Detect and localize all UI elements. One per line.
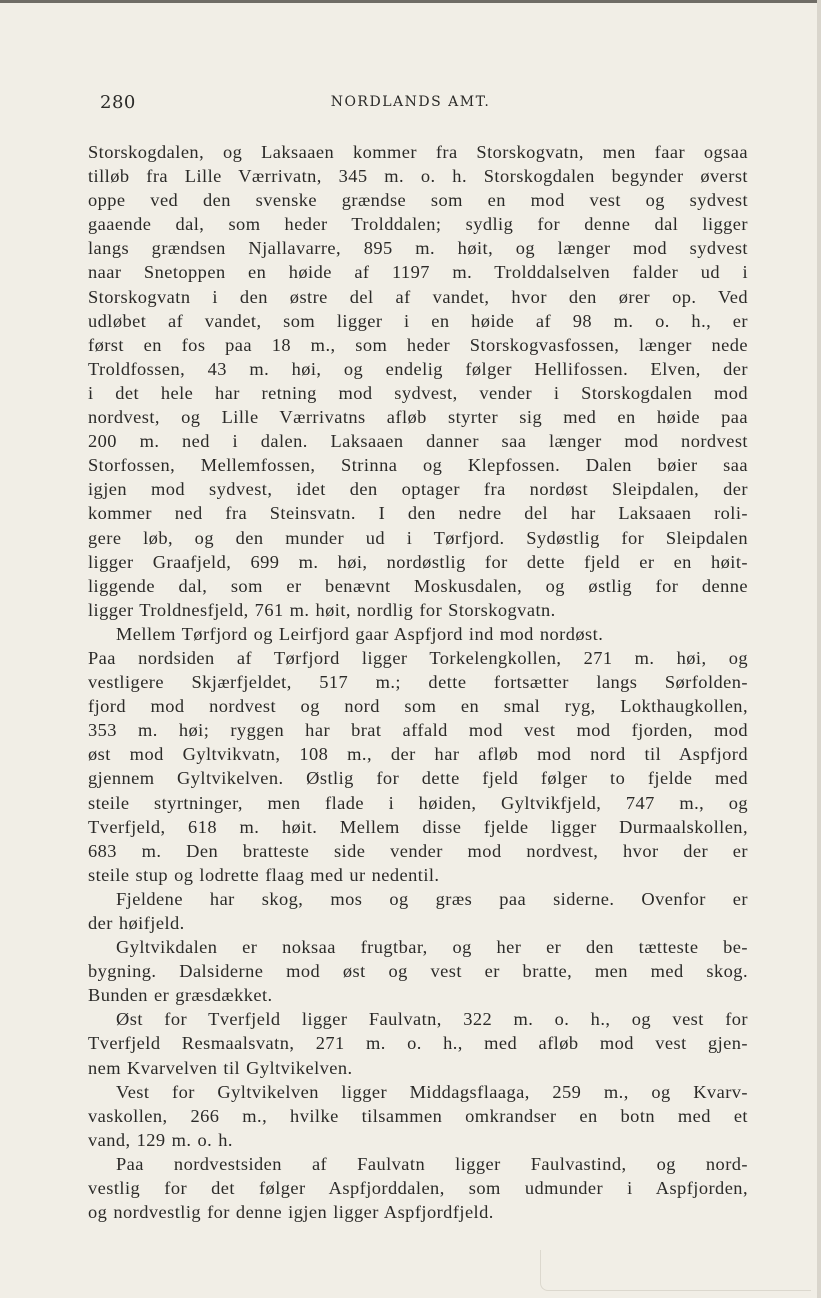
text-line: 683 m. Den bratteste side vender mod nordvest, hvor der er [88, 840, 748, 861]
text-line: Gyltvikdalen er noksaa frugtbar, og her er den tætteste be- [116, 937, 748, 958]
text-line: Øst for Tverfjeld ligger Faulvatn, 322 m. o. h., og vest for [116, 1009, 748, 1030]
text-line: øst mod Gyltvikvatn, 108 m., der har afløb mod nord til Aspfjord [88, 744, 748, 765]
page-number: 280 [100, 92, 136, 113]
text-line: vestlig for det følger Aspfjorddalen, som udmunder i Aspfjorden, [88, 1178, 748, 1199]
scan-smudge [540, 1250, 811, 1291]
text-line: Fjeldene har skog, mos og græs paa siderne. Ovenfor er [116, 888, 748, 909]
text-line: steile styrtninger, men flade i høiden, Gyltvikfjeld, 747 m., og [88, 792, 748, 813]
text-line: Tverfjeld Resmaalsvatn, 271 m. o. h., med afløb mod vest gjen- [88, 1033, 748, 1054]
text-line: ligger Graafjeld, 699 m. høi, nordøstlig for dette fjeld er en høit- [88, 551, 748, 572]
scan-right-edge [817, 0, 821, 1298]
text-line: steile stup og lodrette flaag med ur nedentil. [88, 864, 440, 885]
text-line: Bunden er græsdækket. [88, 985, 273, 1006]
text-line: vaskollen, 266 m., hvilke tilsammen omkrandser en botn med et [88, 1105, 748, 1126]
text-line: Storfossen, Mellemfossen, Strinna og Klepfossen. Dalen bøier saa [88, 455, 748, 476]
scan-top-edge [0, 0, 821, 3]
text-line: og nordvestlig for denne igjen ligger Aspfjordfjeld. [88, 1202, 494, 1223]
text-line: Storskogvatn i den østre del af vandet, hvor den ører op. Ved [88, 286, 748, 307]
text-line: 353 m. høi; ryggen har brat affald mod vest mod fjorden, mod [88, 720, 748, 741]
text-line: igjen mod sydvest, idet den optager fra nordøst Sleipdalen, der [88, 479, 748, 500]
text-line: vestligere Skjærfjeldet, 517 m.; dette fortsætter langs Sørfolden- [88, 672, 748, 693]
text-line: Mellem Tørfjord og Leirfjord gaar Aspfjord ind mod nordøst. [116, 623, 604, 644]
text-line: langs grændsen Njallavarre, 895 m. høit, og længer mod sydvest [88, 238, 748, 259]
text-line: bygning. Dalsiderne mod øst og vest er bratte, men med skog. [88, 961, 748, 982]
text-line: 200 m. ned i dalen. Laksaaen danner saa længer mod nordvest [88, 431, 748, 452]
text-line: naar Snetoppen en høide af 1197 m. Trolddalselven falder ud i [88, 262, 748, 283]
text-line: i det hele har retning mod sydvest, vender i Storskogdalen mod [88, 382, 748, 403]
text-line: Vest for Gyltvikelven ligger Middagsflaaga, 259 m., og Kvarv- [116, 1081, 748, 1102]
text-line: ligger Troldnesfjeld, 761 m. høit, nordlig for Storskogvatn. [88, 599, 556, 620]
text-line: Troldfossen, 43 m. høi, og endelig følger Hellifossen. Elven, der [88, 358, 748, 379]
text-line: tilløb fra Lille Værrivatn, 345 m. o. h. Storskogdalen begynder øverst [88, 166, 748, 187]
text-line: fjord mod nordvest og nord som en smal ryg, Lokthaugkollen, [88, 696, 748, 717]
text-line: først en fos paa 18 m., som heder Storskogvasfossen, længer nede [88, 334, 748, 355]
text-line: gere løb, og den munder ud i Tørfjord. Sydøstlig for Sleipdalen [88, 527, 748, 548]
text-line: vand, 129 m. o. h. [88, 1129, 233, 1150]
text-line: Paa nordsiden af Tørfjord ligger Torkelengkollen, 271 m. høi, og [88, 647, 748, 668]
text-line: oppe ved den svenske grændse som en mod vest og sydvest [88, 190, 748, 211]
text-line: gaaende dal, som heder Trolddalen; sydlig for denne dal ligger [88, 214, 748, 235]
text-line: Storskogdalen, og Laksaaen kommer fra Storskogvatn, men faar ogsaa [88, 142, 748, 162]
text-line: liggende dal, som er benævnt Moskusdalen, og østlig for denne [88, 575, 748, 596]
body-text [88, 140, 748, 1224]
text-line: nem Kvarvelven til Gyltvikelven. [88, 1057, 353, 1078]
text-line: udløbet af vandet, som ligger i en høide af 98 m. o. h., er [88, 310, 748, 331]
text-line: kommer ned fra Steinsvatn. I den nedre del har Laksaaen roli- [88, 503, 748, 524]
text-line: gjennem Gyltvikelven. Østlig for dette fjeld følger to fjelde med [88, 768, 748, 789]
running-title: NORDLANDS AMT. [330, 94, 491, 110]
text-line: der høifjeld. [88, 913, 185, 933]
text-line: Paa nordvestsiden af Faulvatn ligger Faulvastind, og nord- [116, 1153, 748, 1174]
text-line: Tverfjeld, 618 m. høit. Mellem disse fjelde ligger Durmaalskollen, [88, 816, 748, 837]
text-line: nordvest, og Lille Værrivatns afløb styrter sig med en høide paa [88, 407, 748, 428]
